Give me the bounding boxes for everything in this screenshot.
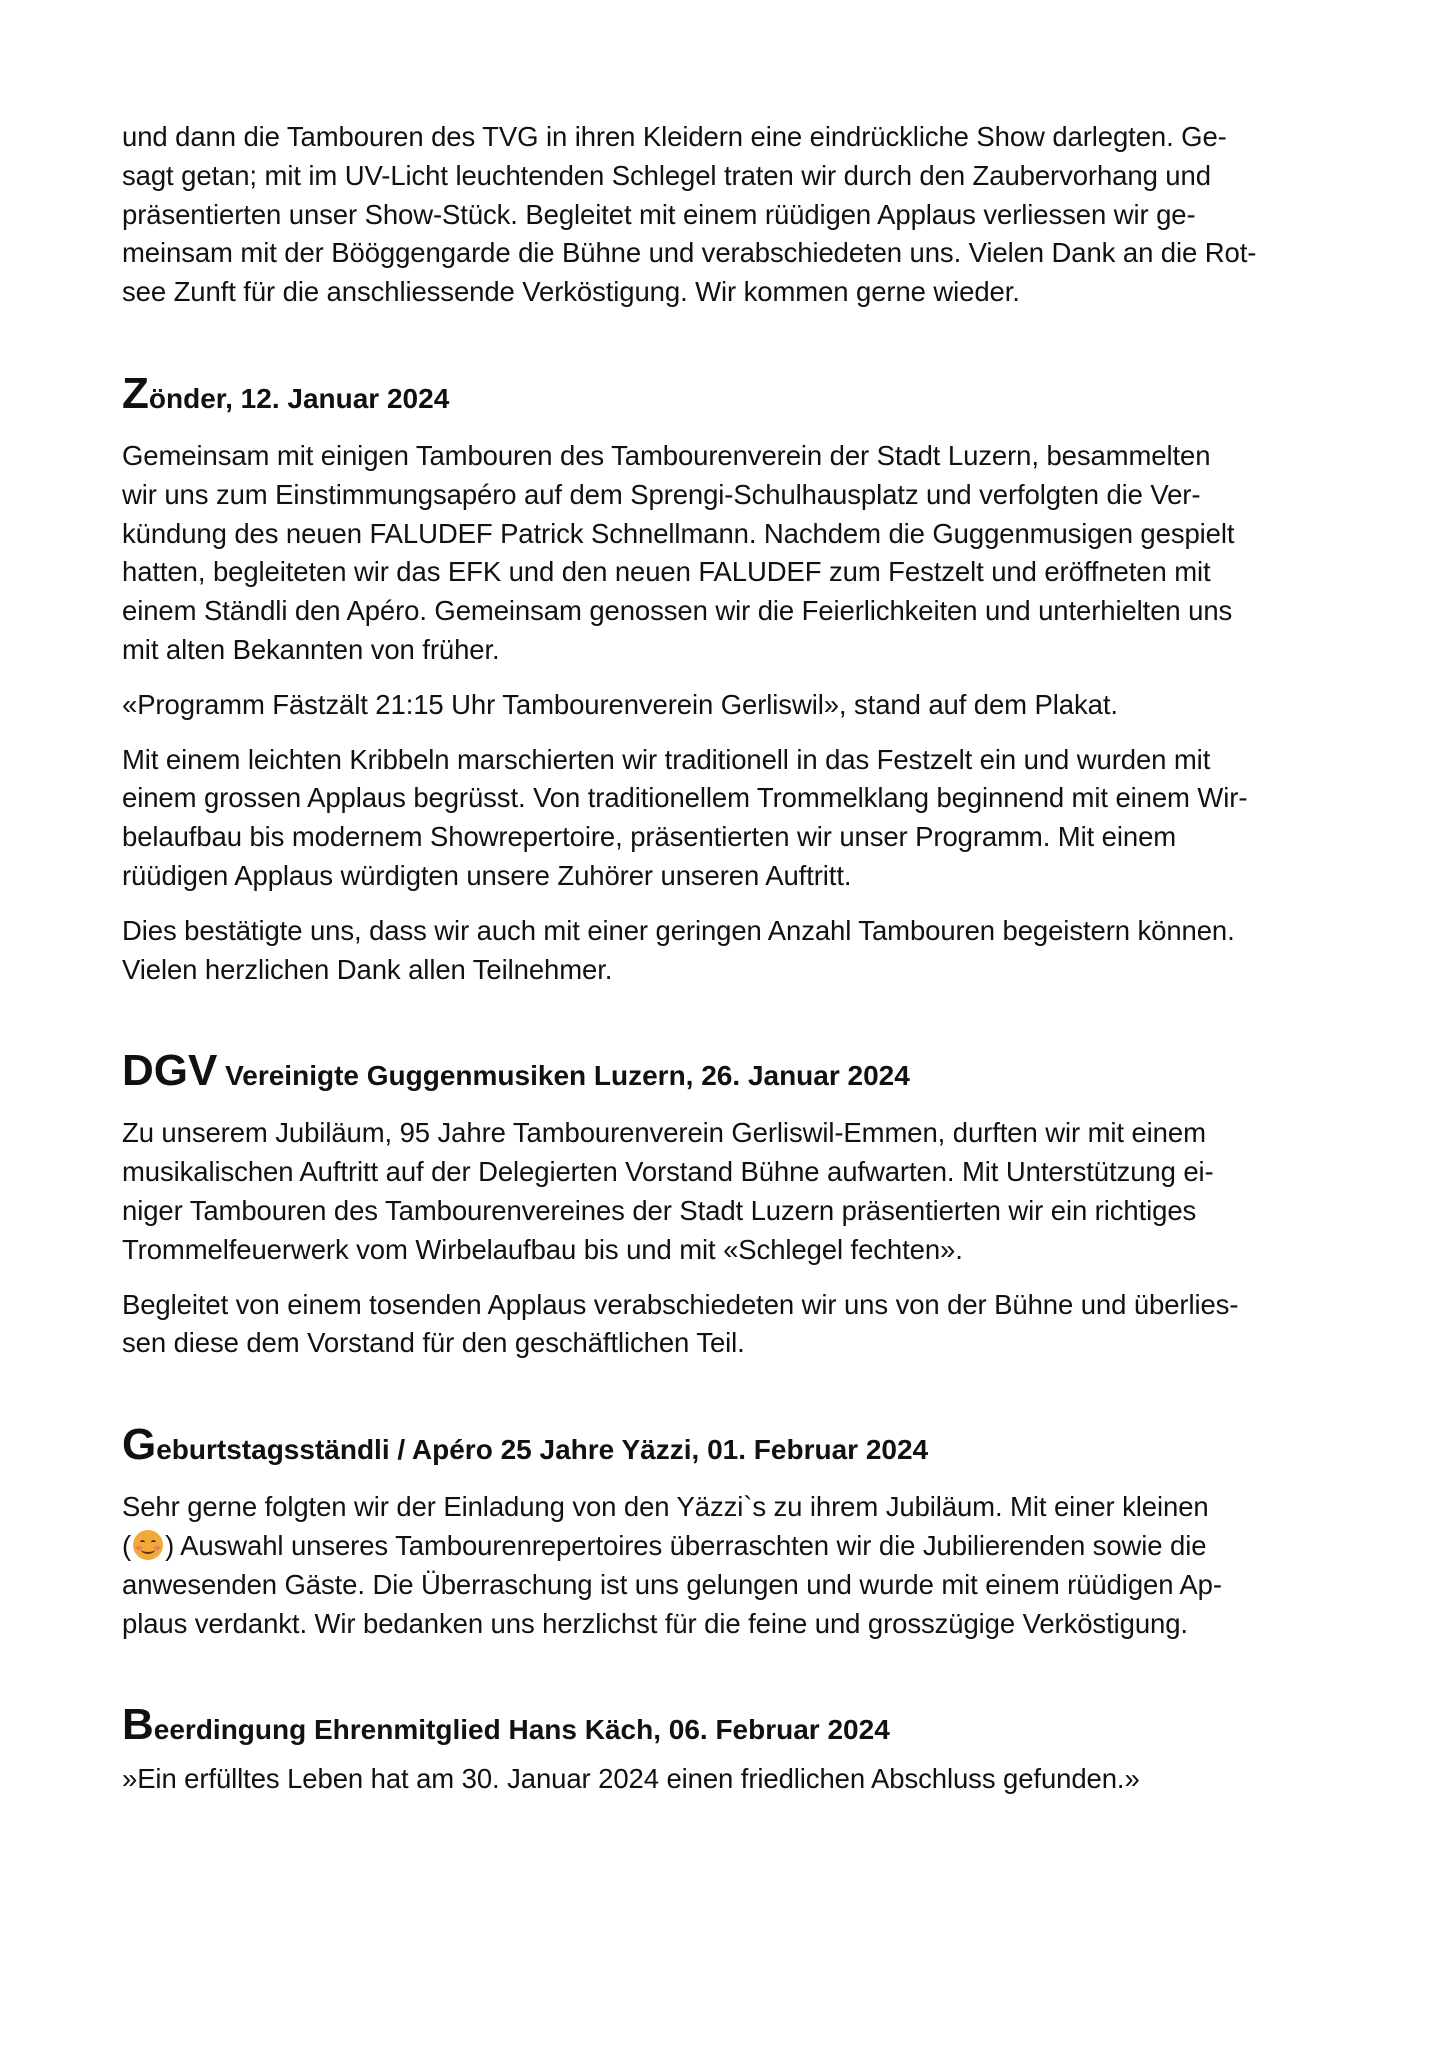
section-heading: [122, 1700, 1342, 1750]
text-line: «Programm Fästzält 21:15 Uhr Tambourenverein Gerliswil», stand auf dem Plakat.: [122, 688, 1118, 720]
section-geburtstagsstaendli: [122, 1420, 1342, 1643]
text-line: sagt getan; mit im UV-Licht leuchtenden Schlegel traten wir durch den Zaubervorhang und: [122, 159, 1211, 191]
heading-title: Vereinigte Guggenmusiken Luzern, 26. Januar 2024: [217, 1060, 910, 1092]
text-line: anwesenden Gäste. Die Überraschung ist uns gelungen und wurde mit einem rüüdigen Ap-: [122, 1568, 1222, 1600]
heading-title: eerdingung Ehrenmitglied Hans Käch, 06. Februar 2024: [153, 1714, 890, 1746]
heading-initial: Z: [122, 368, 149, 418]
text-line: mit alten Bekannten von früher.: [122, 633, 500, 665]
text-line: und dann die Tambouren des TVG in ihren Kleidern eine eindrückliche Show darlegten. Ge-: [122, 121, 1227, 152]
heading-initial: G: [122, 1420, 157, 1470]
text-line: Gemeinsam mit einigen Tambouren des Tambourenverein der Stadt Luzern, besammelten: [122, 439, 1211, 471]
text-fragment: Auswahl unseres Tambourenrepertoires überraschten wir die Jubilierenden sowie die: [180, 1529, 1207, 1561]
text-line: hatten, begleiteten wir das EFK und den neuen FALUDEF zum Festzelt und eröffneten mit: [122, 556, 1211, 588]
text-line: sen diese dem Vorstand für den geschäftlichen Teil.: [122, 1327, 745, 1359]
text-line: rüüdigen Applaus würdigten unsere Zuhörer unseren Auftritt.: [122, 859, 852, 891]
section-heading: [122, 1046, 1342, 1096]
text-line: kündung des neuen FALUDEF Patrick Schnellmann. Nachdem die Guggenmusigen gespielt: [122, 517, 1235, 549]
text-line: belaufbau bis modernem Showrepertoire, präsentierten wir unser Programm. Mit einem: [122, 821, 1177, 853]
emoji-open-paren: (: [122, 1529, 132, 1561]
intro-paragraph: [122, 118, 1342, 312]
text-line: präsentierten unser Show-Stück. Begleitet mit einem rüüdigen Applaus verliessen wir ge-: [122, 198, 1196, 230]
paragraph: [122, 437, 1342, 670]
paragraph: [122, 1760, 1342, 1799]
paragraph: [122, 1488, 1342, 1643]
text-line: musikalischen Auftritt auf der Delegierten Vorstand Bühne aufwarten. Mit Unterstützung ei-: [122, 1156, 1214, 1188]
text-line: meinsam mit der Bööggengarde die Bühne und verabschiedeten uns. Vielen Dank an die Rot-: [122, 237, 1257, 269]
text-line: plaus verdankt. Wir bedanken uns herzlichst für die feine und grosszügige Verköstigung.: [122, 1607, 1188, 1639]
text-line: »Ein erfülltes Leben hat am 30. Januar 2024 einen friedlichen Abschluss gefunden.»: [122, 1763, 1140, 1795]
text-line: einem grossen Applaus begrüsst. Von traditionellem Trommelklang beginnend mit einem Wir-: [122, 782, 1248, 814]
text-line: Zu unserem Jubiläum, 95 Jahre Tambourenverein Gerliswil-Emmen, durften wir mit einem: [122, 1117, 1206, 1149]
heading-abbreviation: DGV: [122, 1046, 218, 1096]
text-line: Mit einem leichten Kribbeln marschierten wir traditionell in das Festzelt ein und wurden mit: [122, 743, 1211, 775]
section-heading: [122, 368, 1342, 419]
text-line: Vielen herzlichen Dank allen Teilnehmer.: [122, 953, 613, 985]
section-zoender: [122, 368, 1342, 989]
paragraph: [122, 1114, 1342, 1269]
section-beerdingung: [122, 1700, 1342, 1799]
section-heading: [122, 1420, 1342, 1470]
heading-title: önder, 12. Januar 2024: [148, 382, 450, 414]
section-dgv: [122, 1046, 1342, 1363]
text-line: einem Ständli den Apéro. Gemeinsam genossen wir die Feierlichkeiten und unterhielten uns: [122, 595, 1233, 627]
emoji-close-paren: ): [165, 1529, 175, 1561]
text-line: niger Tambouren des Tambourenvereines der Stadt Luzern präsentierten wir ein richtiges: [122, 1194, 1197, 1226]
text-line: [122, 1527, 1342, 1566]
text-line: see Zunft für die anschliessende Verköstigung. Wir kommen gerne wieder.: [122, 276, 1020, 308]
text-line: wir uns zum Einstimmungsapéro auf dem Sprengi-Schulhausplatz und verfolgten die Ver-: [122, 478, 1201, 510]
smiling-face-icon: [133, 1530, 163, 1560]
paragraph: [122, 912, 1342, 990]
heading-initial: B: [122, 1700, 154, 1750]
heading-title: eburtstagsständli / Apéro 25 Jahre Yäzzi, 01. Februar 2024: [156, 1434, 929, 1466]
text-line: Begleitet von einem tosenden Applaus verabschiedeten wir uns von der Bühne und überlies-: [122, 1288, 1239, 1320]
text-line: Trommelfeuerwerk vom Wirbelaufbau bis und mit «Schlegel fechten».: [122, 1233, 963, 1265]
paragraph: [122, 686, 1342, 725]
paragraph: [122, 741, 1342, 896]
text-line: Sehr gerne folgten wir der Einladung von den Yäzzi`s zu ihrem Jubiläum. Mit einer kleinen: [122, 1491, 1209, 1523]
text-line: Dies bestätigte uns, dass wir auch mit einer geringen Anzahl Tambouren begeistern können.: [122, 914, 1235, 946]
document-page: [122, 118, 1342, 1799]
paragraph: [122, 1286, 1342, 1364]
